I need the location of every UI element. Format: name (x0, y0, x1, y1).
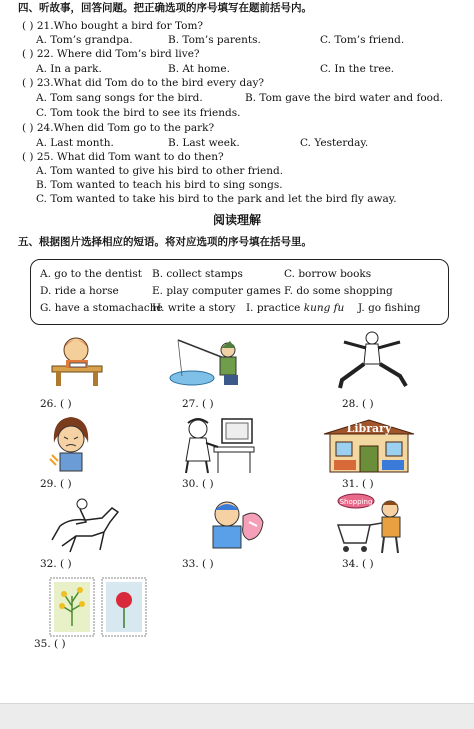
section4-title: 四、听故事，回答问题。把正确选项的序号填写在题前括号内。 (18, 2, 312, 14)
q25-stem: ( ) 25. What did Tom want to do then? (22, 151, 224, 163)
fishing-picture (168, 332, 248, 390)
q25-option-c: C. Tom wanted to take his bird to the park and let the bird fly away. (36, 193, 397, 205)
q24-stem: ( ) 24.When did Tom go to the park? (22, 122, 215, 134)
q24-option-c: C. Yesterday. (300, 137, 369, 149)
library-sign: Library (346, 422, 392, 435)
option-c: C. borrow books (284, 268, 372, 280)
option-a: A. go to the dentist (40, 268, 142, 280)
option-h: H. write a story (152, 302, 236, 314)
student-writing-picture (48, 330, 110, 388)
option-b: B. collect stamps (152, 268, 243, 280)
option-i-text: I. practice (246, 302, 304, 314)
item-33: 33. ( ) (182, 558, 214, 570)
item-32: 32. ( ) (40, 558, 72, 570)
computer-games-picture (178, 415, 258, 475)
option-i-italic: kung fu (303, 302, 345, 314)
q25-option-b: B. Tom wanted to teach his bird to sing songs. (36, 179, 283, 191)
option-f: F. do some shopping (284, 285, 393, 297)
q23-option-a: A. Tom sang songs for the bird. (36, 92, 203, 104)
option-i (246, 302, 344, 315)
stamps-picture (48, 576, 148, 638)
option-e: E. play computer games (152, 285, 281, 297)
item-28: 28. ( ) (342, 398, 374, 410)
q24-option-b: B. Last week. (168, 137, 240, 149)
option-j: J. go fishing (358, 302, 421, 314)
item-31: 31. ( ) (342, 478, 374, 490)
section5-title: 五、根据图片选择相应的短语。将对应选项的序号填在括号里。 (18, 236, 312, 248)
q23-stem: ( ) 23.What did Tom do to the bird every day? (22, 77, 265, 89)
q21-option-b: B. Tom’s parents. (168, 34, 261, 46)
q21-option-c: C. Tom’s friend. (320, 34, 405, 46)
item-26: 26. ( ) (40, 398, 72, 410)
q25-option-a: A. Tom wanted to give his bird to other friend. (36, 165, 284, 177)
q22-option-a: A. In a park. (36, 63, 102, 75)
stomachache-picture (46, 413, 96, 475)
q22-stem: ( ) 22. Where did Tom’s bird live? (22, 48, 200, 60)
ride-horse-picture (46, 496, 122, 556)
q22-option-c: C. In the tree. (320, 63, 395, 75)
kung-fu-picture (334, 330, 410, 392)
option-g: G. have a stomachache (40, 302, 163, 314)
shopping-sign: Shopping (339, 498, 373, 506)
dentist-picture (205, 496, 267, 556)
shopping-picture (334, 493, 408, 557)
q22-option-b: B. At home. (168, 63, 230, 75)
item-34: 34. ( ) (342, 558, 374, 570)
item-29: 29. ( ) (40, 478, 72, 490)
page-footer-bar (0, 703, 474, 729)
item-27: 27. ( ) (182, 398, 214, 410)
q24-option-a: A. Last month. (36, 137, 114, 149)
q21-stem: ( ) 21.Who bought a bird for Tom? (22, 20, 204, 32)
q21-option-a: A. Tom’s grandpa. (36, 34, 133, 46)
option-d: D. ride a horse (40, 285, 119, 297)
reading-title: 阅读理解 (212, 213, 261, 227)
q23-option-b: B. Tom gave the bird water and food. (245, 92, 444, 104)
item-35: 35. ( ) (34, 638, 66, 650)
item-30: 30. ( ) (182, 478, 214, 490)
q23-option-c: C. Tom took the bird to see its friends. (36, 107, 241, 119)
library-picture (320, 418, 418, 474)
